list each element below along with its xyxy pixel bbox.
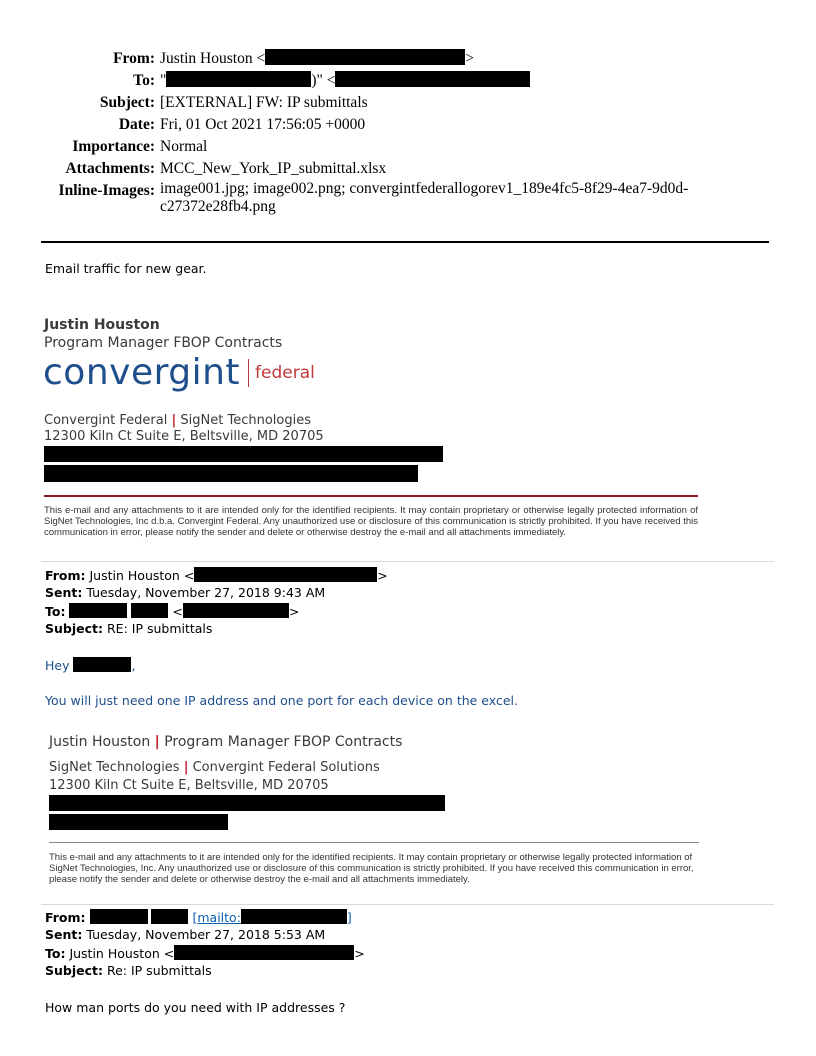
subject-label: Subject: — [99, 94, 155, 111]
message2-to: To: < > — [45, 604, 300, 619]
redaction-bar — [174, 945, 354, 960]
signature-name: Justin Houston — [44, 317, 160, 333]
message2-text: You will just need one IP address and one port for each device on the excel. — [45, 693, 518, 708]
message3-from: From: [mailto: ] — [45, 910, 352, 925]
date-value: Fri, 01 Oct 2021 17:56:05 +0000 — [160, 116, 366, 133]
signature-company: Convergint Federal | SigNet Technologies — [44, 413, 311, 428]
message2-from: From: Justin Houston < > — [45, 568, 388, 583]
redaction-bar — [44, 465, 418, 482]
from-label: From: — [113, 50, 155, 67]
convergint-federal-logo — [43, 352, 315, 394]
header-divider — [41, 241, 769, 243]
logo-sub: federal — [255, 363, 315, 383]
redaction-bar — [73, 657, 131, 672]
message2-sent: Sent: Tuesday, November 27, 2018 9:43 AM — [45, 585, 326, 600]
signature2-address: 12300 Kiln Ct Suite E, Beltsville, MD 20705 — [49, 778, 329, 793]
message3-subject: Subject: Re: IP submittals — [45, 963, 212, 978]
from-value: Justin Houston < > — [160, 50, 474, 67]
signature2-company: SigNet Technologies | Convergint Federal Solutions — [49, 760, 380, 775]
redaction-bar — [166, 71, 311, 87]
message3-text: How man ports do you need with IP addresses ? — [45, 1000, 346, 1015]
disclaimer-text: This e-mail and any attachments to it are intended only for the identified recipients. It may contain proprietary or otherwise legally protected information of SigNet Technologies, Inc. Any unauthorized use or disclosure of this communication is strictly prohibited. If you have received this communication in error, please notify the sender and delete or otherwise destroy the e-mail and all attachments immediately. — [49, 852, 694, 885]
redaction-bar — [49, 814, 228, 830]
inline-images-value: image001.jpg; image002.png; convergintfederallogorev1_189e4fc5-8f29-4ea7-9d0d- c27372e28fb4.png — [160, 180, 689, 215]
message3-to: To: Justin Houston < > — [45, 946, 365, 961]
attachments-value: MCC_New_York_IP_submittal.xlsx — [160, 160, 387, 177]
to-value: " )" < — [160, 70, 530, 92]
disclaimer-divider — [44, 495, 698, 497]
message2-greeting: Hey , — [45, 658, 136, 673]
redaction-bar — [183, 603, 289, 618]
redaction-bar — [335, 71, 530, 87]
logo-brand: convergint — [43, 352, 241, 393]
intro-text: Email traffic for new gear. — [45, 261, 207, 276]
redaction-bar — [131, 603, 168, 618]
inline-images-label: Inline-Images: — [58, 182, 155, 199]
message3-sent: Sent: Tuesday, November 27, 2018 5:53 AM — [45, 927, 326, 942]
redaction-bar — [69, 603, 127, 618]
subject-value: [EXTERNAL] FW: IP submittals — [160, 94, 368, 111]
logo-divider — [248, 359, 249, 387]
redaction-bar — [151, 909, 188, 924]
importance-value: Normal — [160, 138, 208, 155]
mailto-link[interactable]: [mailto: ] — [192, 910, 352, 925]
disclaimer-text: This e-mail and any attachments to it are intended only for the identified recipients. It may contain proprietary or otherwise legally protected information of SigNet Technologies, Inc d.b.a. Convergint Federal. Any unauthorized use or disclosure of this communication is strictly prohibited. If you have received this communication in error, please notify the sender and delete or otherwise destroy the e-mail and all attachments immediately. — [44, 505, 698, 538]
to-label: To: — [133, 72, 155, 89]
date-label: Date: — [118, 116, 155, 133]
redaction-bar — [44, 446, 443, 462]
message2-subject: Subject: RE: IP submittals — [45, 621, 213, 636]
redaction-bar — [90, 909, 148, 924]
redaction-bar — [49, 795, 445, 811]
message-divider — [41, 561, 774, 562]
redaction-bar — [241, 909, 347, 924]
message-divider — [41, 904, 774, 905]
disclaimer-divider — [49, 842, 699, 843]
signature-address: 12300 Kiln Ct Suite E, Beltsville, MD 20705 — [44, 429, 324, 444]
redaction-bar — [265, 49, 465, 65]
attachments-label: Attachments: — [65, 160, 155, 177]
signature2-name-title: Justin Houston | Program Manager FBOP Contracts — [49, 734, 403, 750]
signature-title: Program Manager FBOP Contracts — [44, 335, 283, 351]
redaction-bar — [194, 567, 377, 582]
importance-label: Importance: — [72, 138, 155, 155]
